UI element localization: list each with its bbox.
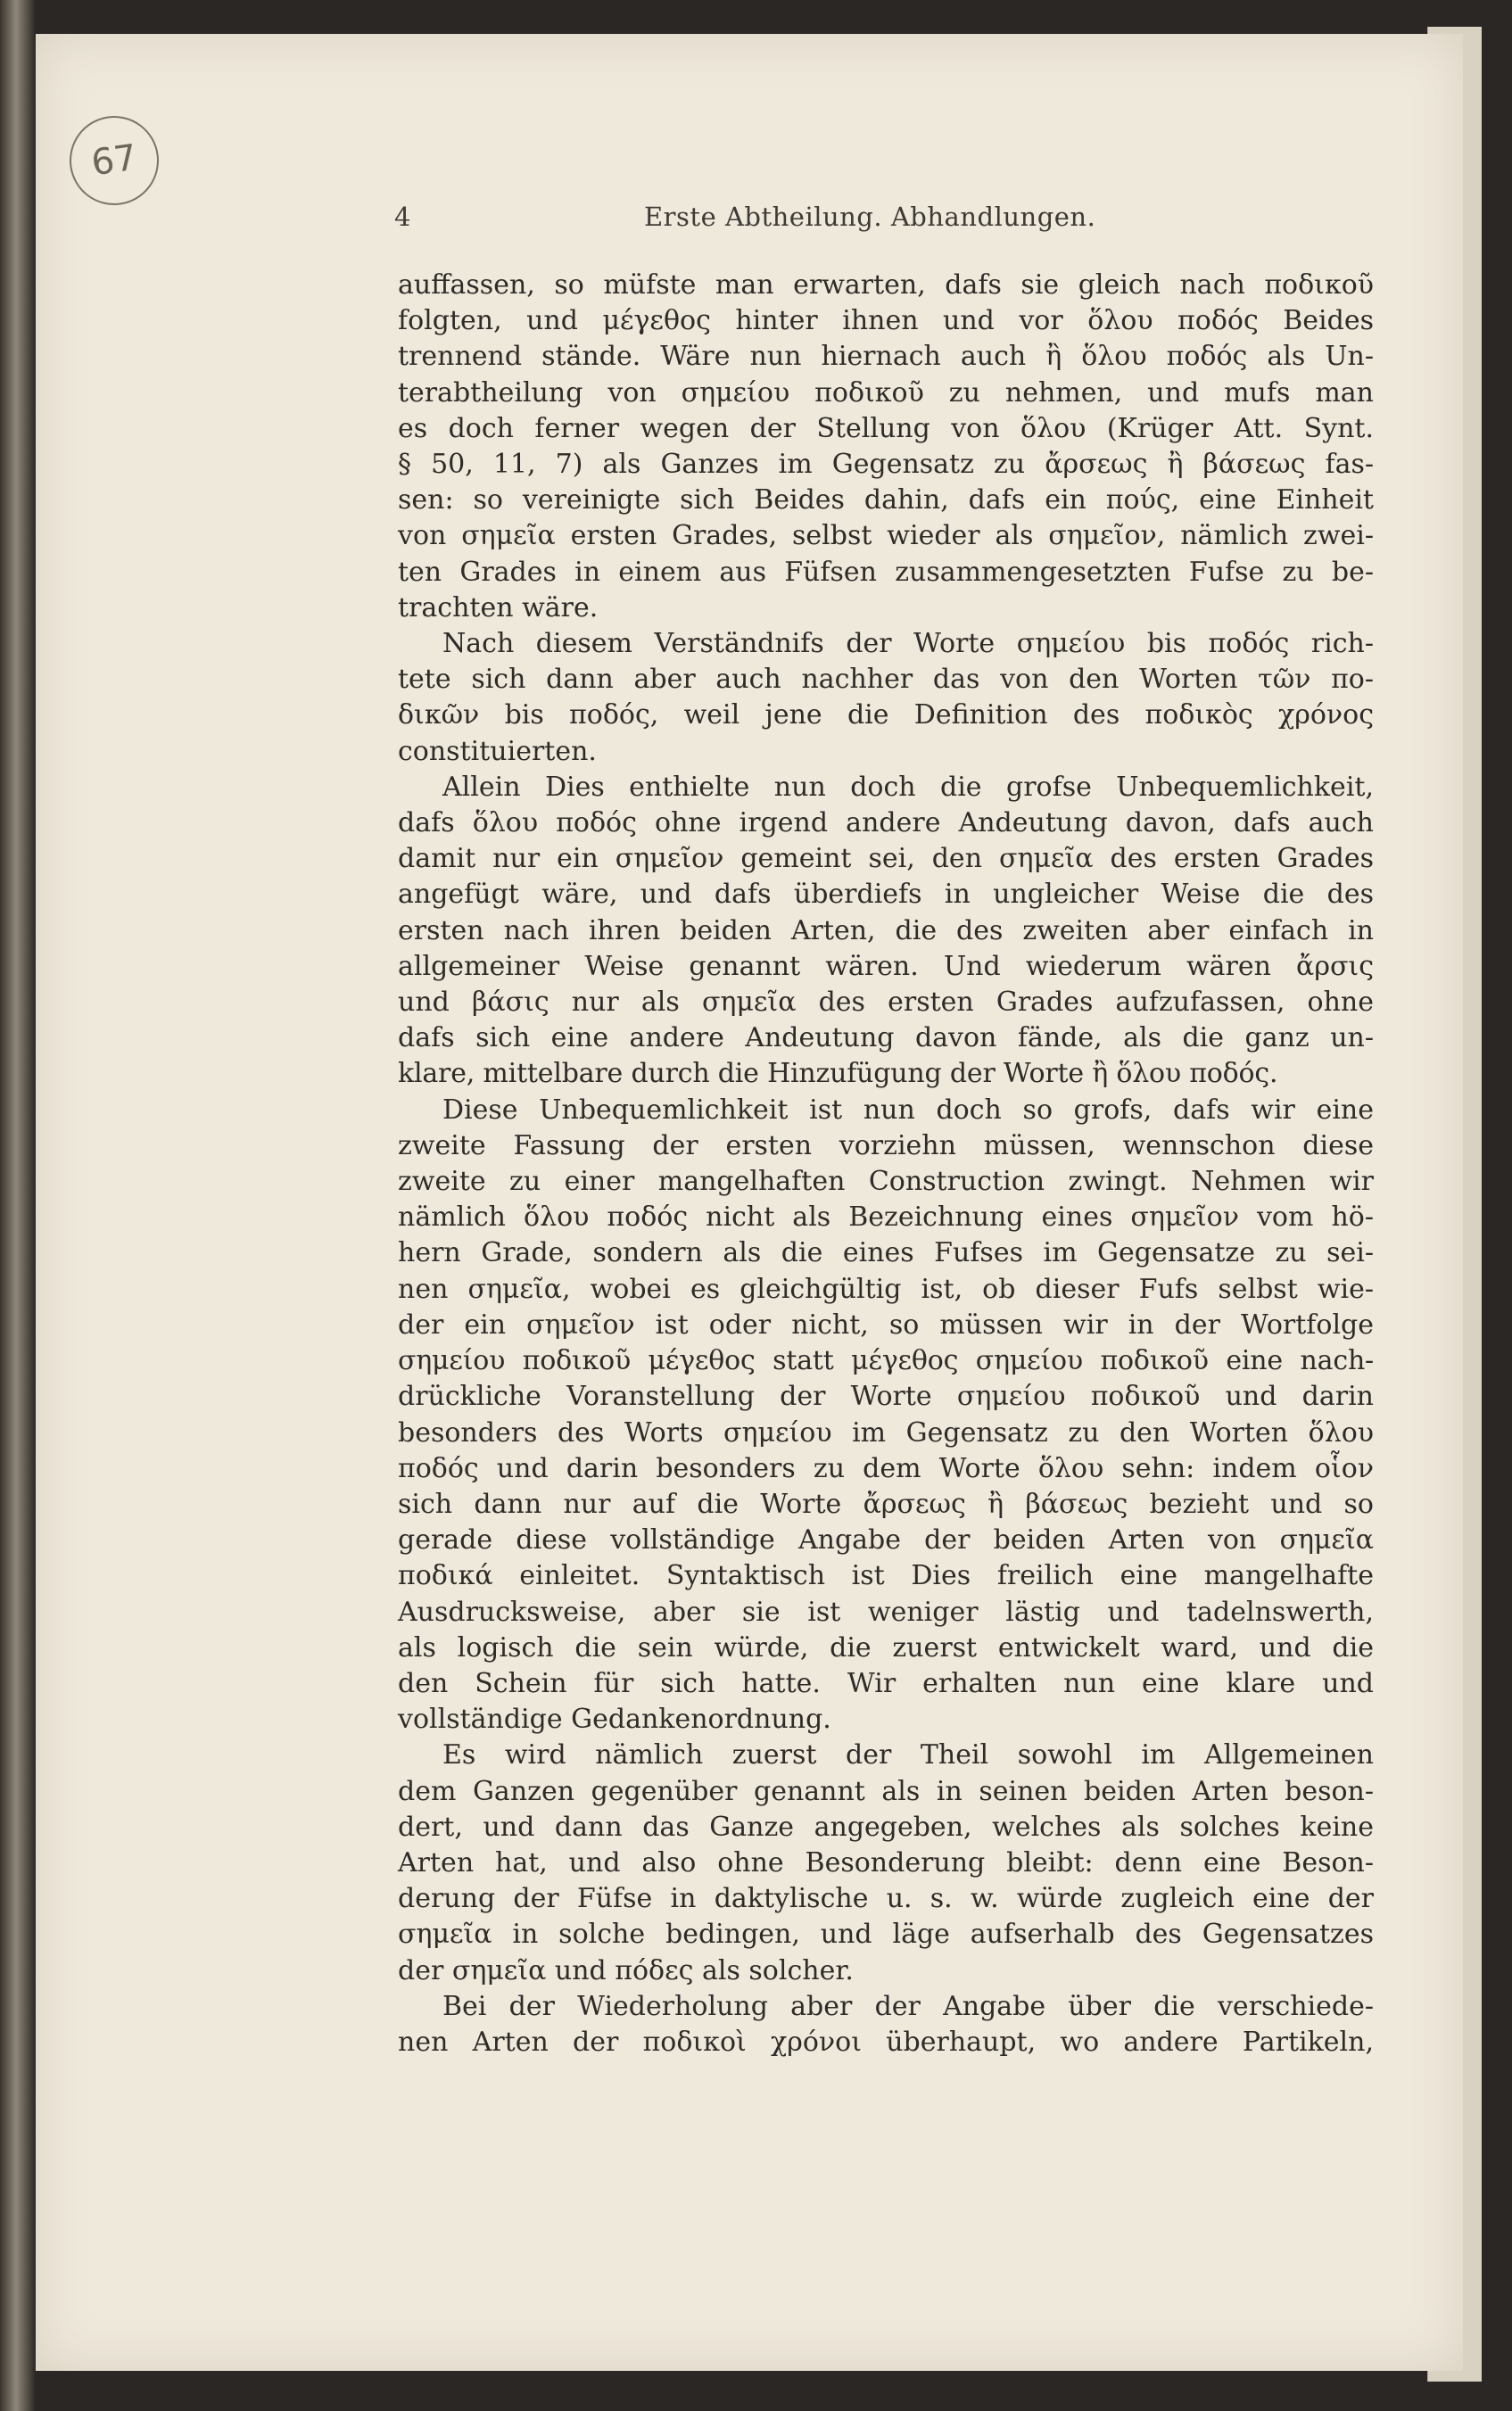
library-stamp: 67: [64, 111, 165, 211]
text-line: ten Grades in einem aus Füfsen zusammengesetzten Fufse zu be-: [398, 556, 1374, 588]
text-line: terabtheilung von σημείου ποδικοῦ zu nehmen, und mufs man: [398, 376, 1374, 409]
text-line: der σημεῖα und πόδες als solcher.: [398, 1954, 854, 1986]
text-line: der ein σημεῖον ist oder nicht, so müssen wir in der Wortfolge: [398, 1309, 1374, 1341]
text-line: tete sich dann aber auch nachher das von den Worten τῶν πο-: [398, 664, 1374, 696]
text-line: Es wird nämlich zuerst der Theil sowohl im Allgemeinen: [442, 1739, 1374, 1771]
text-line: von σημεῖα ersten Grades, selbst wieder als σημεῖον, nämlich zwei-: [398, 520, 1374, 552]
running-title: Erste Abtheilung. Abhandlungen.: [644, 202, 1096, 232]
text-line: δικῶν bis ποδός, weil jene die Definition des ποδικὸς χρόνος: [398, 699, 1374, 731]
text-line: klare, mittelbare durch die Hinzufügung der Worte ἢ ὅλου ποδός.: [398, 1058, 1278, 1090]
text-line: dafs sich eine andere Andeutung davon fände, als die ganz un-: [398, 1022, 1374, 1054]
text-line: hern Grade, sondern als die eines Fufses im Gegensatze zu sei-: [398, 1237, 1374, 1269]
text-line: zweite Fassung der ersten vorziehn müssen, wennschon diese: [398, 1129, 1374, 1161]
text-line: Bei der Wiederholung aber der Angabe über die verschiede-: [442, 1990, 1374, 2022]
text-line: nen Arten der ποδικοὶ χρόνοι überhaupt, wo andere Partikeln,: [398, 2026, 1374, 2058]
text-line: Arten hat, und also ohne Besonderung bleibt: denn eine Beson-: [398, 1846, 1374, 1878]
text-line: ποδός und darin besonders zu dem Worte ὅλου sehn: indem οἷον: [398, 1452, 1374, 1484]
text-line: Allein Dies enthielte nun doch die grofse Unbequemlichkeit,: [442, 771, 1374, 803]
text-line: trachten wäre.: [398, 591, 599, 623]
text-line: dem Ganzen gegenüber genannt als in seinen beiden Arten beson-: [398, 1775, 1374, 1807]
text-line: drückliche Voranstellung der Worte σημείου ποδικοῦ und darin: [398, 1381, 1374, 1413]
text-line: folgten, und μέγεθος hinter ihnen und vor ὅλου ποδός Beides: [398, 305, 1374, 337]
text-line: es doch ferner wegen der Stellung von ὅλου (Krüger Att. Synt.: [398, 412, 1374, 444]
text-line: nämlich ὅλου ποδός nicht als Bezeichnung eines σημεῖον vom hö-: [398, 1201, 1374, 1234]
text-line: Ausdrucksweise, aber sie ist weniger lästig und tadelnswerth,: [398, 1596, 1374, 1628]
text-line: Diese Unbequemlichkeit ist nun doch so grofs, dafs wir eine: [442, 1094, 1374, 1126]
text-line: derung der Füfse in daktylische u. s. w. würde zugleich eine der: [398, 1883, 1374, 1915]
text-line: trennend stände. Wäre nun hiernach auch ἢ ὅλου ποδός als Un-: [398, 341, 1374, 373]
text-line: Nach diesem Verständnifs der Worte σημείου bis ποδός rich-: [442, 628, 1374, 660]
text-line: dert, und dann das Ganze angegeben, welches als solches keine: [398, 1811, 1374, 1843]
text-line: sich dann nur auf die Worte ἄρσεως ἢ βάσεως bezieht und so: [398, 1488, 1374, 1520]
text-line: ersten nach ihren beiden Arten, die des zweiten aber einfach in: [398, 914, 1374, 946]
text-line: angefügt wäre, und dafs überdiefs in ungleicher Weise die des: [398, 879, 1374, 911]
text-line: und βάσις nur als σημεῖα des ersten Grades aufzufassen, ohne: [398, 987, 1374, 1019]
text-line: als logisch die sein würde, die zuerst entwickelt ward, und die: [398, 1631, 1374, 1664]
text-line: den Schein für sich hatte. Wir erhalten nun eine klare und: [398, 1667, 1374, 1699]
text-line: damit nur ein σημεῖον gemeint sei, den σημεῖα des ersten Grades: [398, 843, 1374, 875]
text-line: dafs ὅλου ποδός ohne irgend andere Andeutung davon, dafs auch: [398, 807, 1374, 839]
text-line: vollständige Gedankenordnung.: [398, 1704, 831, 1736]
running-header: [394, 202, 1376, 241]
text-line: sen: so vereinigte sich Beides dahin, dafs ein πούς, eine Einheit: [398, 484, 1374, 516]
text-line: nen σημεῖα, wobei es gleichgültig ist, ob dieser Fufs selbst wie-: [398, 1273, 1374, 1305]
text-line: § 50, 11, 7) als Ganzes im Gegensatz zu ἄρσεως ἢ βάσεως fas-: [398, 449, 1374, 481]
text-line: auffassen, so müfste man erwarten, dafs sie gleich nach ποδικοῦ: [398, 269, 1374, 301]
text-line: besonders des Worts σημείου im Gegensatz zu den Worten ὅλου: [398, 1416, 1374, 1449]
text-line: gerade diese vollständige Angabe der beiden Arten von σημεῖα: [398, 1524, 1374, 1556]
text-line: constituierten.: [398, 735, 597, 767]
body-text: [398, 268, 1374, 2060]
text-line: allgemeiner Weise genannt wären. Und wiederum wären ἄρσις: [398, 950, 1374, 982]
page-number: 4: [394, 202, 411, 232]
text-line: σημείου ποδικοῦ μέγεθος statt μέγεθος σημείου ποδικοῦ eine nach-: [398, 1345, 1374, 1377]
text-line: ποδικά einleitet. Syntaktisch ist Dies freilich eine mangelhafte: [398, 1560, 1374, 1592]
text-line: zweite zu einer mangelhaften Construction zwingt. Nehmen wir: [398, 1166, 1374, 1198]
text-line: σημεῖα in solche bedingen, und läge aufserhalb des Gegensatzes: [398, 1919, 1374, 1951]
